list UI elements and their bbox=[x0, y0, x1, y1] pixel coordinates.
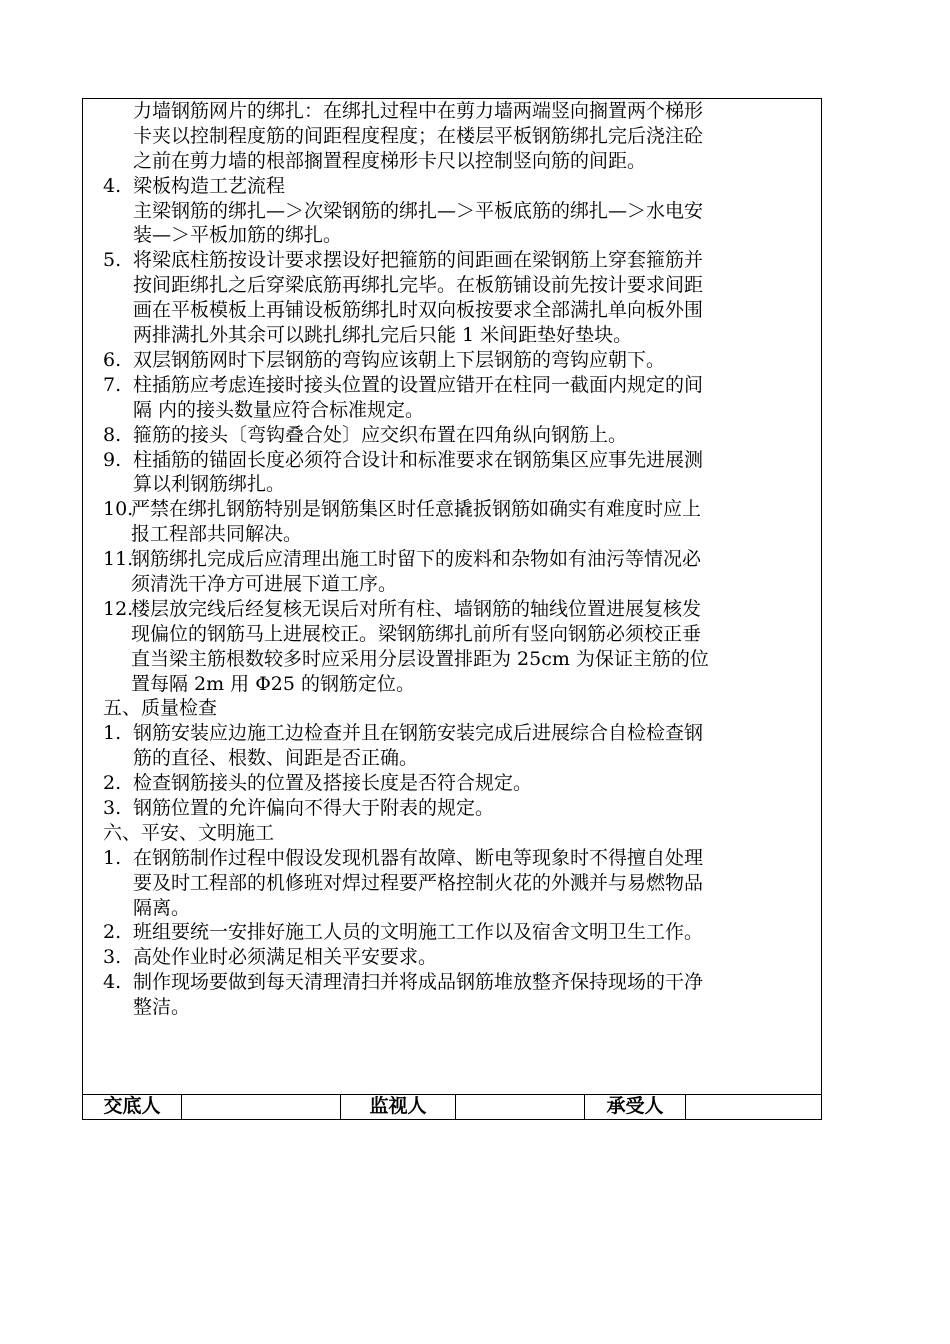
list-item-text bbox=[131, 497, 815, 547]
list-item-text bbox=[133, 248, 815, 348]
list-item-number: 2. bbox=[103, 921, 122, 944]
text-line: 之前在剪力墙的根部搁置程度梯形卡尺以控制竖向筋的间距。 bbox=[133, 149, 647, 172]
handover-person-label: 交底人 bbox=[83, 1095, 182, 1119]
list-item-number: 11. bbox=[103, 548, 134, 571]
text-line: 楼层放完线后经复核无误后对所有柱、墙钢筋的轴线位置进展复核发 bbox=[131, 597, 702, 620]
list-item-text bbox=[133, 174, 815, 249]
quality-list bbox=[103, 721, 815, 821]
list-item bbox=[103, 547, 815, 597]
receiver-field[interactable] bbox=[686, 1095, 821, 1119]
text-line: 装—＞平板加筋的绑扎。 bbox=[133, 224, 343, 247]
receiver-label: 承受人 bbox=[585, 1095, 686, 1119]
text-line: 画在平板模板上再铺设板筋绑扎时双向板按要求全部满扎单向板外围 bbox=[133, 299, 704, 322]
section-heading-quality: 五、质量检查 bbox=[103, 697, 218, 720]
text-line: 置每隔 2m 用 Φ25 的钢筋定位。 bbox=[131, 672, 416, 695]
list-item bbox=[103, 348, 815, 373]
supervisor-field[interactable] bbox=[456, 1095, 585, 1119]
list-item-number: 1. bbox=[103, 722, 122, 745]
signature-row bbox=[83, 1094, 821, 1119]
text-line: 制作现场要做到每天清理清扫并将成品钢筋堆放整齐保持现场的干净 bbox=[133, 971, 704, 994]
intro-paragraph bbox=[103, 99, 815, 174]
text-line: 柱插筋的锚固长度必须符合设计和标准要求在钢筋集区应事先进展测 bbox=[133, 448, 704, 471]
list-item-number: 7. bbox=[103, 373, 122, 396]
text-line: 主梁钢筋的绑扎—＞次梁钢筋的绑扎—＞平板底筋的绑扎—＞水电安 bbox=[133, 199, 704, 222]
list-item-number: 3. bbox=[103, 946, 122, 969]
list-item bbox=[103, 497, 815, 547]
text-line: 柱插筋应考虑连接时接头位置的设置应错开在柱同一截面内规定的间 bbox=[133, 373, 704, 396]
text-line: 隔 内的接头数量应符合标准规定。 bbox=[133, 398, 425, 421]
list-item-text bbox=[133, 423, 815, 448]
list-item-number: 12. bbox=[103, 597, 134, 620]
text-line: 高处作业时必须满足相关平安要求。 bbox=[133, 946, 438, 969]
text-line: 筋的直径、根数、间距是否正确。 bbox=[133, 747, 419, 770]
list-item-number: 8. bbox=[103, 423, 122, 446]
text-line: 要及时工程部的机修班对焊过程要严格控制火花的外溅并与易燃物品 bbox=[133, 871, 704, 894]
list-item-text bbox=[133, 920, 815, 945]
safety-list bbox=[103, 846, 815, 1020]
text-line: 两排满扎外其余可以跳扎绑扎完后只能 1 米间距垫好垫块。 bbox=[133, 324, 633, 347]
section-heading-safety: 六、平安、文明施工 bbox=[103, 821, 275, 844]
list-item-number: 1. bbox=[103, 846, 122, 869]
list-item bbox=[103, 721, 815, 771]
list-item-number: 4. bbox=[103, 971, 122, 994]
text-line: 现偏位的钢筋马上进展校正。梁钢筋绑扎前所有竖向钢筋必须校正垂 bbox=[131, 622, 702, 645]
list-item bbox=[103, 423, 815, 448]
list-item-number: 6. bbox=[103, 348, 122, 371]
text-line: 将梁底柱筋按设计要求摆设好把箍筋的间距画在梁钢筋上穿套箍筋并 bbox=[133, 249, 704, 272]
list-item-text bbox=[133, 348, 815, 373]
list-item-text bbox=[131, 597, 815, 697]
text-line: 检查钢筋接头的位置及搭接长度是否符合规定。 bbox=[133, 772, 533, 795]
text-line: 箍筋的接头〔弯钩叠合处〕应交织布置在四角纵向钢筋上。 bbox=[133, 423, 628, 446]
text-line: 按间距绑扎之后穿梁底筋再绑扎完毕。在板筋铺设前先按计要求间距 bbox=[133, 274, 704, 297]
list-item-text bbox=[133, 796, 815, 821]
text-line: 严禁在绑扎钢筋特别是钢筋集区时任意撬扳钢筋如确实有难度时应上 bbox=[131, 498, 702, 521]
text-line: 直当梁主筋根数较多时应采用分层设置排距为 25cm 为保证主筋的位 bbox=[131, 647, 709, 670]
list-item bbox=[103, 448, 815, 498]
list-item-number: 2. bbox=[103, 772, 122, 795]
list-item bbox=[103, 945, 815, 970]
text-line: 钢筋绑扎完成后应清理出施工时留下的废料和杂物如有油污等情况必 bbox=[131, 548, 702, 571]
handover-person-field[interactable] bbox=[182, 1095, 341, 1119]
text-line: 班组要统一安排好施工人员的文明施工工作以及宿舍文明卫生工作。 bbox=[133, 921, 704, 944]
list-item-text bbox=[133, 771, 815, 796]
list-item-number: 3. bbox=[103, 796, 122, 819]
list-item-number: 4. bbox=[103, 174, 122, 197]
list-item bbox=[103, 248, 815, 348]
list-item-number: 5. bbox=[103, 249, 122, 272]
list-item-number: 10. bbox=[103, 498, 134, 521]
list-item bbox=[103, 597, 815, 697]
text-line: 梁板构造工艺流程 bbox=[133, 174, 286, 197]
list-item-text bbox=[133, 945, 815, 970]
process-list bbox=[103, 174, 815, 697]
list-item bbox=[103, 846, 815, 921]
list-item-text bbox=[133, 373, 815, 423]
list-item bbox=[103, 174, 815, 249]
text-line: 钢筋位置的允许偏向不得大于附表的规定。 bbox=[133, 796, 495, 819]
text-line: 整洁。 bbox=[133, 996, 191, 1019]
list-item-text bbox=[133, 721, 815, 771]
text-line: 须清洗干净方可进展下道工序。 bbox=[131, 572, 398, 595]
list-item-text bbox=[133, 970, 815, 1020]
text-line: 卡夹以控制程度筋的间距程度程度；在楼层平板钢筋绑扎完后浇注砼 bbox=[133, 124, 704, 147]
text-line: 算以利钢筋绑扎。 bbox=[133, 473, 286, 496]
document-body bbox=[103, 99, 815, 1020]
list-item-text bbox=[133, 846, 815, 921]
list-item bbox=[103, 373, 815, 423]
document-frame bbox=[82, 98, 822, 1120]
list-item bbox=[103, 796, 815, 821]
supervisor-label: 监视人 bbox=[341, 1095, 456, 1119]
list-item bbox=[103, 920, 815, 945]
list-item-number: 9. bbox=[103, 448, 122, 471]
text-line: 报工程部共同解决。 bbox=[131, 523, 303, 546]
text-line: 隔离。 bbox=[133, 896, 191, 919]
list-item bbox=[103, 771, 815, 796]
list-item-text bbox=[131, 547, 815, 597]
text-line: 钢筋安装应边施工边检查并且在钢筋安装完成后进展综合自检检查钢 bbox=[133, 722, 704, 745]
text-line: 在钢筋制作过程中假设发现机器有故障、断电等现象时不得擅自处理 bbox=[133, 846, 704, 869]
list-item bbox=[103, 970, 815, 1020]
text-line: 力墙钢筋网片的绑扎：在绑扎过程中在剪力墙两端竖向搁置两个梯形 bbox=[133, 100, 704, 122]
list-item-text bbox=[133, 448, 815, 498]
text-line: 双层钢筋网时下层钢筋的弯钩应该朝上下层钢筋的弯钩应朝下。 bbox=[133, 348, 666, 371]
